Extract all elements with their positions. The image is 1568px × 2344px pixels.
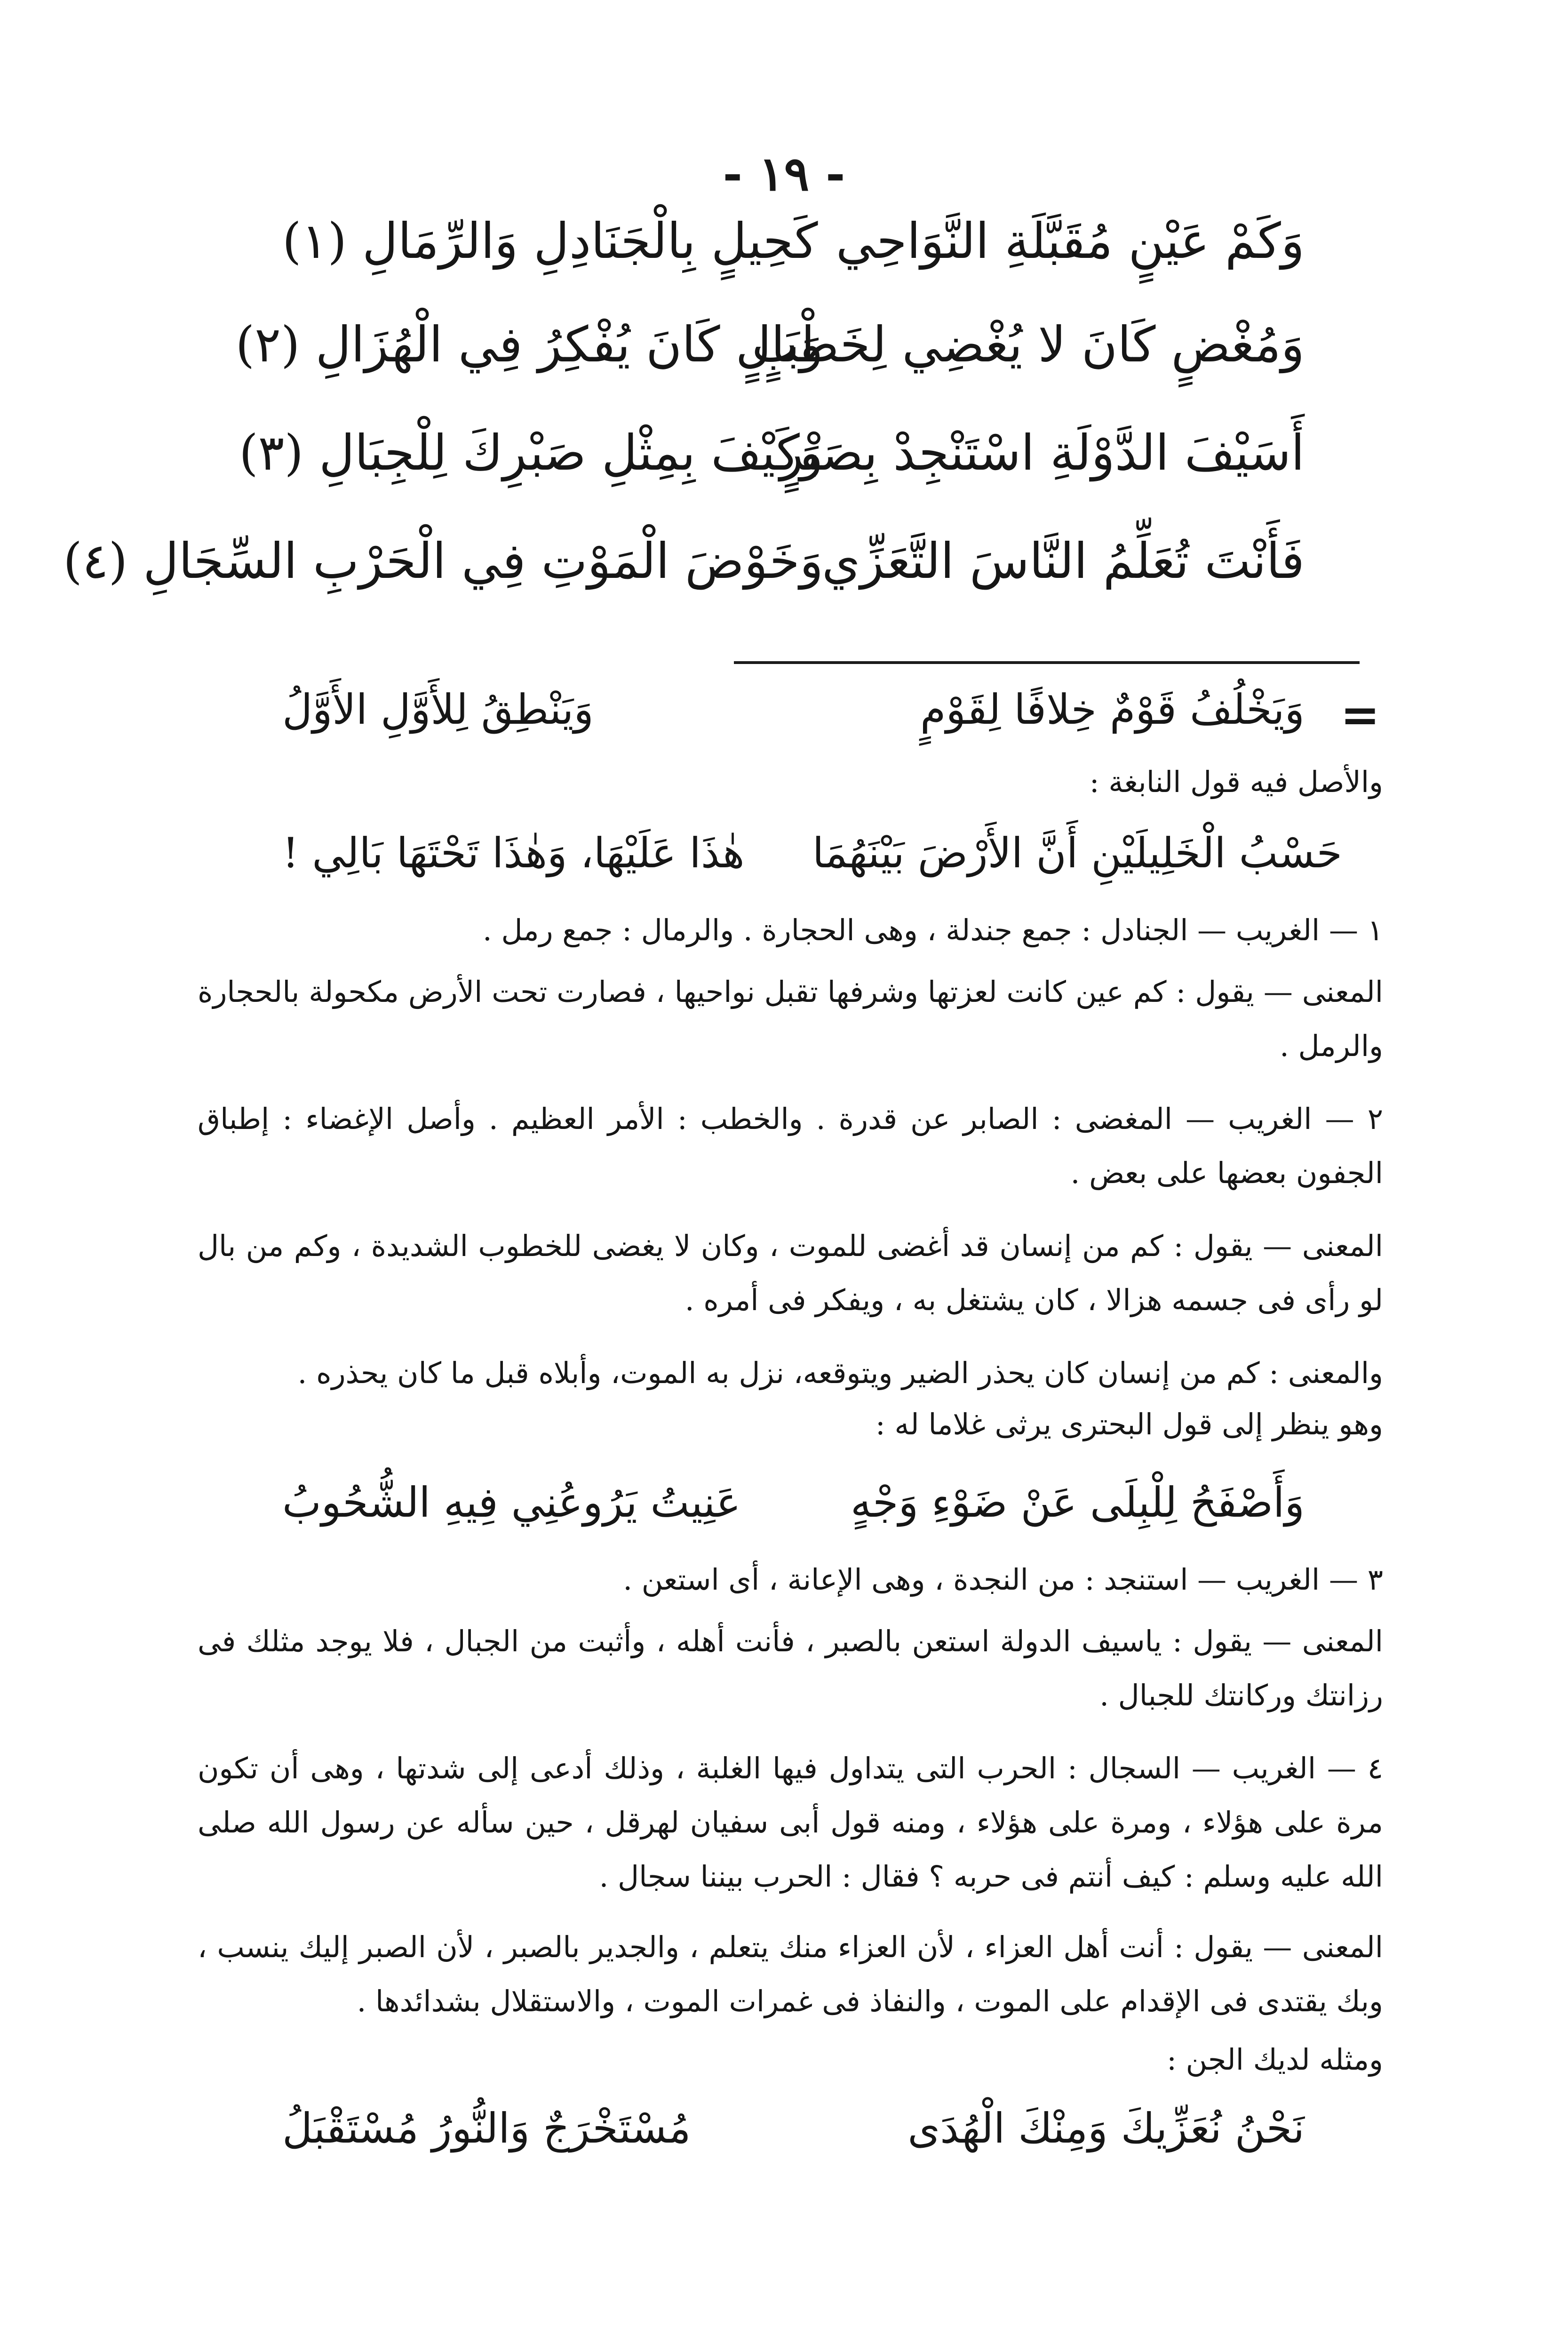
continuation-marker: = [1340, 687, 1380, 743]
footnote-separator [734, 661, 1360, 664]
poem-verse-4-first-hemistich: فَأَنْتَ تُعَلِّمُ النَّاسَ التَّعَزِّي [822, 532, 1305, 590]
buhturi-verse-first: وَأَصْفَحُ لِلْبِلَى عَنْ ضَوْءِ وَجْهٍ [851, 1478, 1305, 1527]
poem-verse-3-first-hemistich: أَسَيْفَ الدَّوْلَةِ اسْتَنْجِدْ بِصَبْرٍ [780, 424, 1305, 481]
origin-line: والأصل فيه قول النابغة : [1089, 765, 1383, 799]
note-2-buhturi-intro: وهو ينظر إلى قول البحترى يرثى غلاما له : [875, 1407, 1383, 1441]
nabigha-verse-second: هٰذَا عَلَيْهَا، وَهٰذَا تَحْتَهَا بَالِي ! [282, 829, 745, 877]
nabigha-verse-first: حَسْبُ الْخَلِيلَيْنِ أَنَّ الأَرْضَ بَيْنَهُمَا [812, 829, 1342, 877]
note-2-maana-alt: والمعنى : كم من إنسان كان يحذر الضير ويتوقعه، نزل به الموت، وأبلاه قبل ما كان يحذره . [297, 1356, 1383, 1390]
final-verse-first: نَحْنُ نُعَزِّيكَ وَمِنْكَ الْهُدَى [907, 2104, 1305, 2152]
buhturi-verse-second: عَنِيتُ يَرُوعُنِي فِيهِ الشُّحُوبُ [282, 1478, 741, 1527]
poem-verse-1-first-hemistich: وَكَمْ عَيْنٍ مُقَبَّلَةِ النَّوَاحِي [836, 212, 1305, 270]
poem-verse-2-first-hemistich: وَمُغْضٍ كَانَ لا يُغْضِي لِخَطْبٍ [752, 316, 1305, 373]
note-4-mithl: ومثله لديك الجن : [1167, 2042, 1383, 2077]
poem-verse-2-second-hemistich: وَبَالٍ كَانَ يُفْكِرُ فِي الْهُزَالِ (٢) [235, 316, 823, 373]
note-1-maana: المعنى — يقول : كم عين كانت لعزتها وشرفها تقبل نواحيها ، فصارت تحت الأرض مكحولة بالحجارة والرمل . [198, 975, 1383, 1063]
continuation-verse-first: وَيَخْلُفُ قَوْمٌ خِلافًا لِقَوْمٍ [920, 685, 1305, 734]
note-4-maana: المعنى — يقول : أنت أهل العزاء ، لأن العزاء منك يتعلم ، والجدير بالصبر ، لأن الصبر إليك ينسب ، وبك يقتدى فى الإقدام على الموت ، والنفاذ فى غمرات الموت ، والاستقلال بشدائدها . [198, 1930, 1383, 2018]
note-2-gharib: ٢ — الغريب — المغضى : الصابر عن قدرة . والخطب : الأمر العظيم . وأصل الإغضاء : إطباق الجفون بعضها على بعض . [198, 1102, 1383, 1190]
note-4-gharib: ٤ — الغريب — السجال : الحرب التى يتداول فيها الغلبة ، وذلك أدعى إلى شدتها ، وهى أن تكون مرة على هؤلاء ، ومرة على هؤلاء ، ومنه قول أبى سفيان لهرقل ، حين سأله عن رسول الله صلى الله عليه وسلم : كيف أنتم فى حربه ؟ فقال : الحرب بيننا سجال . [198, 1751, 1383, 1894]
poem-verse-1-second-hemistich: كَحِيلٍ بِالْجَنَادِلِ وَالرِّمَالِ (١) [282, 212, 818, 270]
continuation-verse-second: وَيَنْطِقُ لِلأَوَّلِ الأَوَّلُ [282, 685, 594, 734]
poem-verse-3-second-hemistich: وَكَيْفَ بِمِثْلِ صَبْرِكَ لِلْجِبَالِ (٣) [239, 424, 823, 481]
note-3-maana: المعنى — يقول : ياسيف الدولة استعن بالصبر ، فأنت أهله ، وأثبت من الجبال ، فلا يوجد مثلك فى رزانتك وركانتك للجبال . [198, 1624, 1383, 1712]
note-2-maana: المعنى — يقول : كم من إنسان قد أغضى للموت ، وكان لا يغضى للخطوب الشديدة ، وكم من بال لو رأى فى جسمه هزالا ، كان يشتغل به ، ويفكر فى أمره . [198, 1229, 1383, 1317]
note-1-gharib: ١ — الغريب — الجنادل : جمع جندلة ، وهى الحجارة . والرمال : جمع رمل . [483, 913, 1383, 947]
note-3-gharib: ٣ — الغريب — استنجد : من النجدة ، وهى الإعانة ، أى استعن . [623, 1562, 1383, 1597]
final-verse-second: مُسْتَخْرَجٌ وَالنُّورُ مُسْتَقْبَلُ [282, 2104, 691, 2152]
poem-verse-4-second-hemistich: وَخَوْضَ الْمَوْتِ فِي الْحَرْبِ السِّجَالِ (٤) [63, 532, 823, 590]
page-number: - ١٩ - [723, 146, 845, 201]
